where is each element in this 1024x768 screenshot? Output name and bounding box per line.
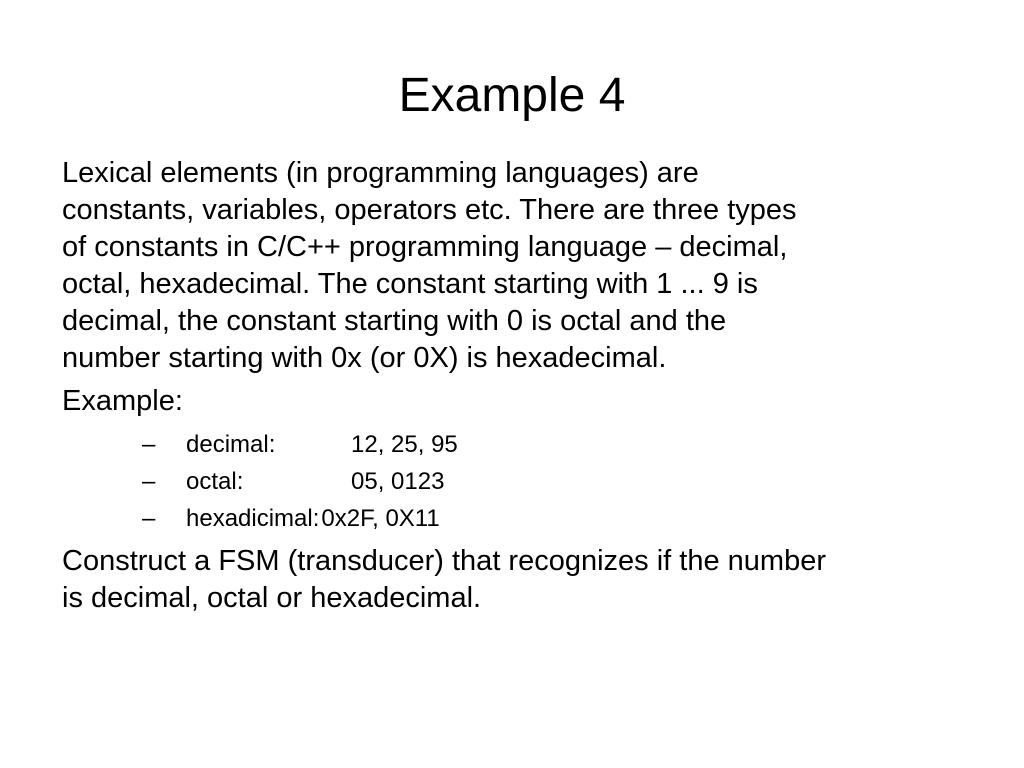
example-value: 0x2F, 0X11: [321, 505, 440, 532]
slide-body: [62, 155, 992, 617]
intro-line: constants, variables, operators etc. There are three types: [62, 194, 797, 226]
dash-bullet: –: [142, 468, 156, 495]
closing-line: Construct a FSM (transducer) that recognizes if the number: [62, 545, 826, 577]
example-label: Example:: [62, 385, 183, 417]
intro-line: Lexical elements (in programming languages) are: [62, 157, 699, 189]
example-list: [62, 426, 992, 537]
dash-bullet: –: [142, 431, 156, 458]
intro-paragraph: [62, 155, 992, 377]
example-term: decimal:: [186, 431, 276, 458]
slide-title: Example 4: [398, 69, 626, 122]
closing-paragraph: [62, 543, 992, 617]
closing-line: is decimal, octal or hexadecimal.: [62, 582, 482, 614]
example-value: 12, 25, 95: [351, 431, 458, 458]
example-item-hexadecimal: [62, 500, 992, 537]
example-item-decimal: [62, 426, 992, 463]
example-term: octal:: [186, 468, 244, 495]
example-value: 05, 0123: [351, 468, 445, 495]
intro-line: decimal, the constant starting with 0 is octal and the: [62, 305, 727, 337]
intro-line: octal, hexadecimal. The constant starting with 1 ... 9 is: [62, 268, 758, 300]
intro-line: of constants in C/C++ programming language – decimal,: [62, 231, 788, 263]
intro-line: number starting with 0x (or 0X) is hexadecimal.: [62, 342, 667, 374]
dash-bullet: –: [142, 505, 156, 532]
example-item-octal: [62, 463, 992, 500]
example-term: hexadicimal:: [186, 505, 320, 532]
